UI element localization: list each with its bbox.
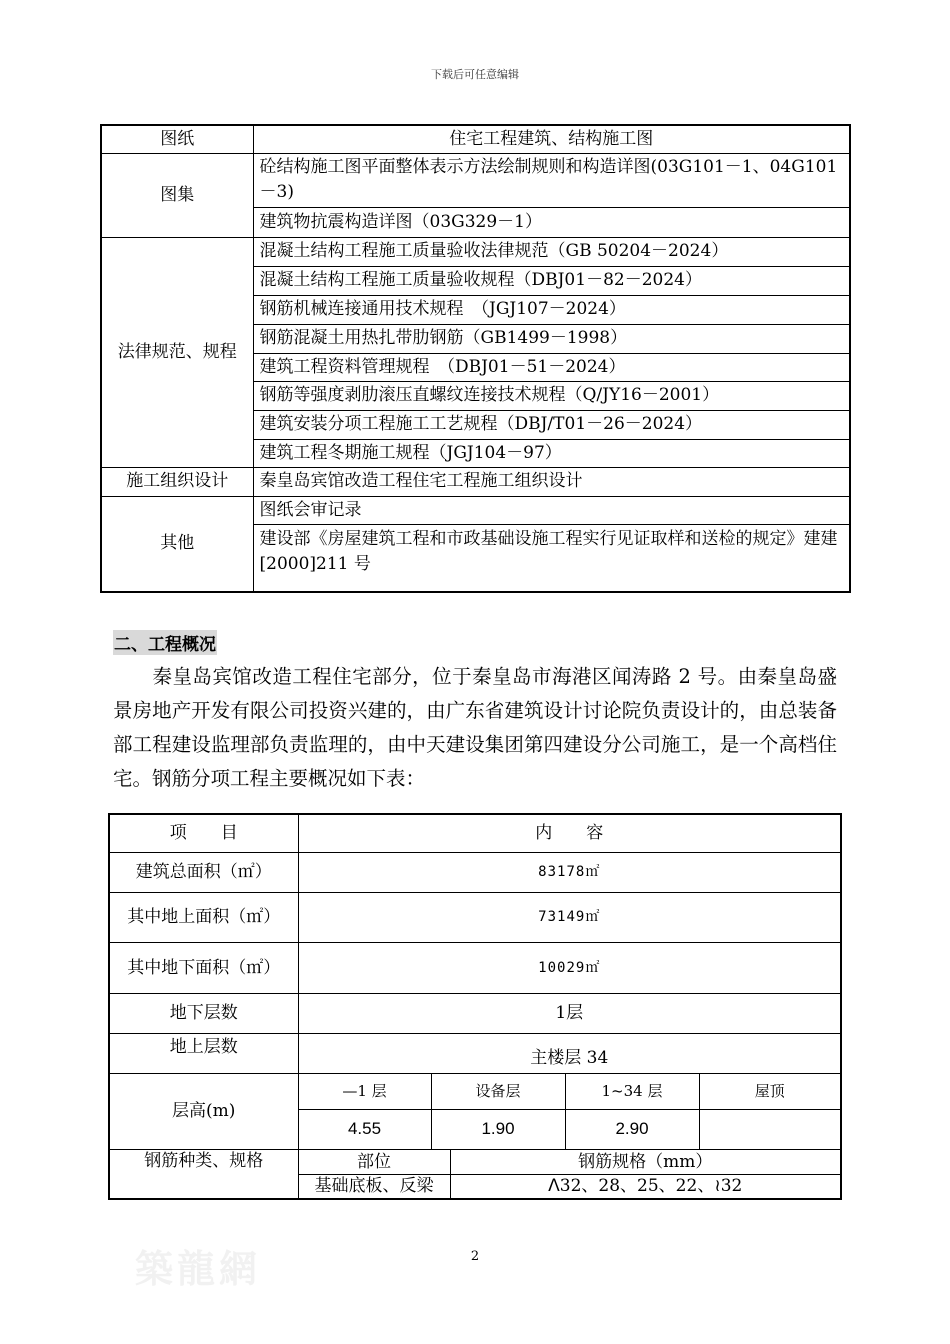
- floor-height-value: [699, 1109, 841, 1149]
- below-floors-value: 1层: [298, 993, 841, 1033]
- rebar-col-part: 部位: [298, 1149, 450, 1174]
- row-label-drawings: 图纸: [101, 125, 253, 153]
- row-item: 秦皇岛宾馆改造工程住宅工程施工组织设计: [253, 467, 850, 496]
- total-area-value: 83178㎡: [298, 852, 841, 892]
- row-item: 建筑工程资料管理规程 （DBJ01－51－2024）: [253, 353, 850, 381]
- row-label-other: 其他: [101, 496, 253, 592]
- floor-height-value: 2.90: [565, 1109, 699, 1149]
- row-item: 建筑物抗震构造详图（03G329－1）: [253, 207, 850, 237]
- floor-height-value: 4.55: [298, 1109, 431, 1149]
- floor-height-col: —1 层: [298, 1073, 431, 1109]
- row-item: 钢筋混凝土用热扎带肋钢筋（GB1499－1998）: [253, 324, 850, 353]
- floor-height-value: 1.90: [431, 1109, 565, 1149]
- watermark-logo: 築龍網: [135, 1246, 262, 1291]
- above-floors-value: 主楼层 34: [298, 1033, 841, 1073]
- row-label-construction-design: 施工组织设计: [101, 467, 253, 496]
- row-item: 混凝土结构工程施工质量验收法律规范（GB 50204－2024）: [253, 237, 850, 266]
- row-label-atlas: 图集: [101, 153, 253, 237]
- floor-height-col: 1~34 层: [565, 1073, 699, 1109]
- row-item: 钢筋等强度剥肋滚压直螺纹连接技术规程（Q/JY16－2001）: [253, 381, 850, 410]
- header-note: 下载后可任意编辑: [431, 68, 519, 81]
- rebar-row-spec: ⴷ32、28、25、22、≀32: [450, 1174, 841, 1199]
- above-area-value: 73149㎡: [298, 892, 841, 942]
- above-area-label: 其中地上面积（㎡）: [109, 892, 298, 942]
- row-item: 建筑安装分项工程施工工艺规程（DBJ/T01－26－2024）: [253, 410, 850, 439]
- total-area-label: 建筑总面积（㎡）: [109, 852, 298, 892]
- floor-height-label: 层高(m): [109, 1073, 298, 1149]
- floor-height-col: 设备层: [431, 1073, 565, 1109]
- row-item: 图纸会审记录: [253, 496, 850, 524]
- floor-height-col: 屋顶: [699, 1073, 841, 1109]
- row-item: 建筑工程冬期施工规程（JGJ104－97）: [253, 439, 850, 467]
- header-content: 内 容: [298, 814, 841, 852]
- row-item: 混凝土结构工程施工质量验收规程（DBJ01－82－2024）: [253, 266, 850, 295]
- page-number: 2: [470, 1249, 480, 1264]
- below-floors-label: 地下层数: [109, 993, 298, 1033]
- rebar-col-spec: 钢筋规格（mm）: [450, 1149, 841, 1174]
- overview-text: 秦皇岛宾馆改造工程住宅部分，位于秦皇岛市海港区闻涛路 2 号。由秦皇岛盛景房地产开发有限公司投资兴建的，由广东省建筑设计讨论院负责设计的，由总装备部工程建设监理部负责监理的，由中天建设集团第四建设分公司施工，是一个高档住宅。钢筋分项工程主要概况如下表：: [113, 665, 837, 790]
- rebar-label: 钢筋种类、规格: [109, 1149, 298, 1199]
- row-item: 钢筋机械连接通用技术规程 （JGJ107－2024）: [253, 295, 850, 324]
- overview-paragraph: [113, 660, 837, 796]
- row-label-regulations: 法律规范、规程: [101, 237, 253, 467]
- row-item: 建设部《房屋建筑工程和市政基础设施工程实行见证取样和送检的规定》建建[2000]211 号: [253, 524, 850, 592]
- header-item: 项 目: [109, 814, 298, 852]
- reference-table: [100, 124, 851, 593]
- section-title: 二、工程概况: [113, 630, 217, 655]
- above-floors-label: 地上层数: [109, 1033, 298, 1073]
- rebar-row-part: 基础底板、反梁: [298, 1174, 450, 1199]
- below-area-value: 10029㎡: [298, 942, 841, 993]
- row-item: 砼结构施工图平面整体表示方法绘制规则和构造详图(03G101－1、04G101－3): [253, 153, 850, 207]
- below-area-label: 其中地下面积（㎡）: [109, 942, 298, 993]
- row-item: 住宅工程建筑、结构施工图: [253, 125, 850, 153]
- overview-table: [108, 813, 842, 1200]
